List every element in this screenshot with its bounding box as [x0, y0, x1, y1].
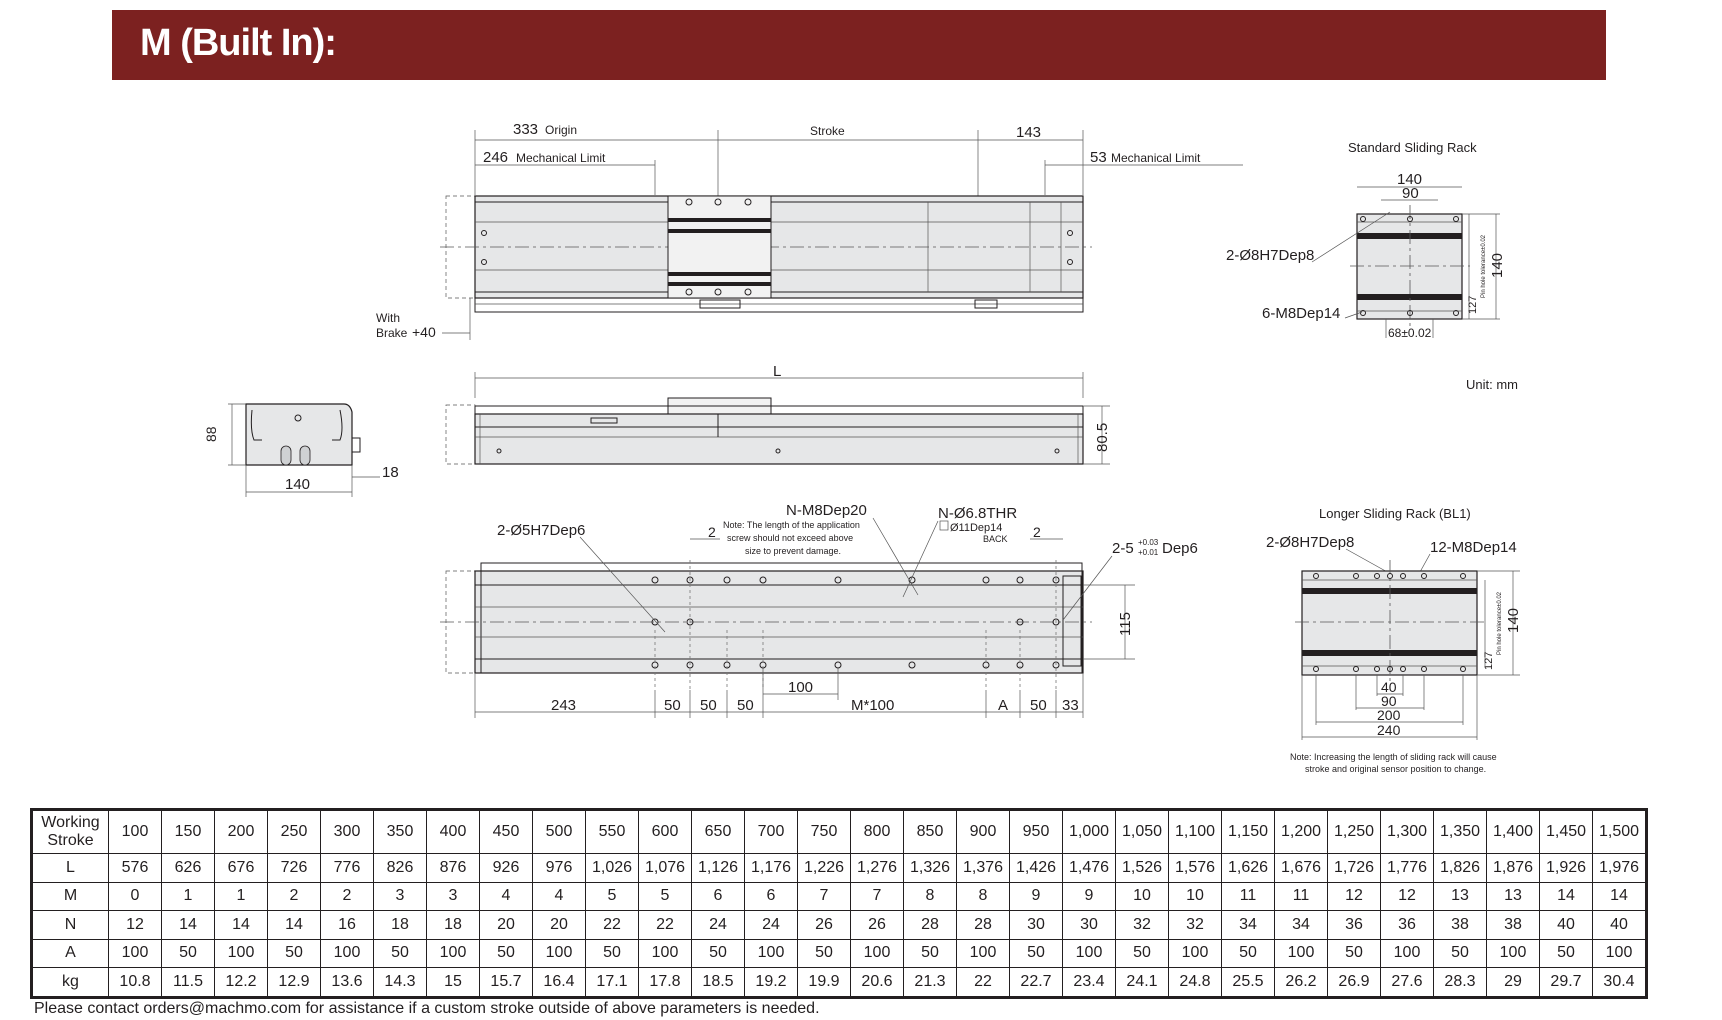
- table-cell: 1,150: [1222, 810, 1275, 854]
- table-cell: 600: [639, 810, 692, 854]
- table-cell: 1,100: [1169, 810, 1222, 854]
- longer-rack-hole-pin: 2-Ø8H7Dep8: [1266, 534, 1355, 551]
- table-cell: 100: [1487, 939, 1540, 968]
- table-cell: 1,576: [1169, 854, 1222, 883]
- brake-value: +40: [412, 324, 436, 340]
- table-cell: 50: [798, 939, 851, 968]
- top-view: [376, 121, 1243, 340]
- table-cell: 1,326: [904, 854, 957, 883]
- table-cell: 26.2: [1275, 968, 1328, 998]
- table-cell: 726: [268, 854, 321, 883]
- rack-hole-screw: 6-M8Dep14: [1262, 305, 1341, 322]
- bottom-hole-thr: N-Ø6.8THR: [938, 505, 1018, 522]
- bottom-hole-screw: N-M8Dep20: [786, 502, 867, 519]
- table-cell: 650: [692, 810, 745, 854]
- table-cell: 17.8: [639, 968, 692, 998]
- rack-dim-127: 127: [1467, 295, 1479, 314]
- table-cell: 50: [162, 939, 215, 968]
- table-cell: 100: [1169, 939, 1222, 968]
- row-header: kg: [32, 968, 109, 998]
- bottom-dim-m100: M*100: [851, 697, 895, 714]
- table-cell: 1,500: [1593, 810, 1647, 854]
- table-cell: 1,826: [1434, 854, 1487, 883]
- table-cell: 50: [1328, 939, 1381, 968]
- table-cell: 926: [480, 854, 533, 883]
- rack-dim-height: 140: [1489, 252, 1506, 278]
- dim-right-143: 143: [1016, 124, 1042, 141]
- bottom-dim-a: A: [998, 697, 1009, 714]
- table-cell: 1,776: [1381, 854, 1434, 883]
- table-cell: 34: [1222, 911, 1275, 940]
- table-cell: 20: [480, 911, 533, 940]
- table-cell: 7: [798, 882, 851, 911]
- bottom-hole-pin: 2-Ø5H7Dep6: [497, 522, 586, 539]
- table-cell: 50: [1116, 939, 1169, 968]
- longer-rack-title: Longer Sliding Rack (BL1): [1319, 506, 1471, 521]
- standard-rack-title: Standard Sliding Rack: [1348, 140, 1477, 155]
- table-cell: 34: [1275, 911, 1328, 940]
- table-cell: 450: [480, 810, 533, 854]
- bottom-slot-tol-bot: +0.01: [1138, 548, 1159, 557]
- longer-rack-pin-tolerance: Pin hole tolerance±0.02: [1497, 591, 1503, 655]
- table-cell: 12: [1381, 882, 1434, 911]
- table-cell: 32: [1169, 911, 1222, 940]
- table-cell: 30: [1063, 911, 1116, 940]
- table-cell: 18: [427, 911, 480, 940]
- table-cell: 25.5: [1222, 968, 1275, 998]
- table-cell: 14: [1540, 882, 1593, 911]
- row-header: M: [32, 882, 109, 911]
- bottom-hole-cbore: Ø11Dep14: [950, 522, 1003, 534]
- table-cell: 15.7: [480, 968, 533, 998]
- table-cell: 850: [904, 810, 957, 854]
- longer-rack-dim-200: 200: [1377, 707, 1401, 723]
- table-cell: 32: [1116, 911, 1169, 940]
- bottom-view: [440, 502, 1198, 718]
- table-cell: 12.2: [215, 968, 268, 998]
- table-cell: 13: [1434, 882, 1487, 911]
- table-cell: 3: [374, 882, 427, 911]
- row-header: A: [32, 939, 109, 968]
- bottom-note-line3: size to prevent damage.: [745, 546, 842, 556]
- table-cell: 50: [1222, 939, 1275, 968]
- table-cell: 500: [533, 810, 586, 854]
- bottom-dim-50a: 50: [664, 697, 681, 714]
- table-cell: 1,926: [1540, 854, 1593, 883]
- table-cell: 10.8: [109, 968, 162, 998]
- table-cell: 1,376: [957, 854, 1010, 883]
- table-cell: 9: [1010, 882, 1063, 911]
- table-cell: 100: [427, 939, 480, 968]
- dim-mech-left-label: Mechanical Limit: [516, 151, 606, 165]
- row-header: N: [32, 911, 109, 940]
- bottom-hole-slot: 2-5: [1112, 540, 1134, 557]
- table-cell: 50: [692, 939, 745, 968]
- table-cell: 1,526: [1116, 854, 1169, 883]
- dim-mech-right-label: Mechanical Limit: [1111, 151, 1201, 165]
- table-cell: 30.4: [1593, 968, 1647, 998]
- table-cell: 22.7: [1010, 968, 1063, 998]
- table-cell: 28: [904, 911, 957, 940]
- footer-note: Please contact orders@machmo.com for assistance if a custom stroke outside of above parameters is needed.: [34, 1000, 820, 1017]
- table-cell: 10: [1169, 882, 1222, 911]
- table-row: [32, 911, 1647, 940]
- table-cell: 1,876: [1487, 854, 1540, 883]
- table-cell: 26: [798, 911, 851, 940]
- table-cell: 22: [957, 968, 1010, 998]
- table-cell: 29: [1487, 968, 1540, 998]
- bottom-dim-115: 115: [1117, 612, 1134, 636]
- table-cell: 21.3: [904, 968, 957, 998]
- table-cell: 100: [851, 939, 904, 968]
- table-cell: 19.2: [745, 968, 798, 998]
- table-cell: 2: [321, 882, 374, 911]
- dim-mech-left: 246: [483, 149, 509, 166]
- table-cell: 11.5: [162, 968, 215, 998]
- table-cell: 26.9: [1328, 968, 1381, 998]
- table-cell: 50: [374, 939, 427, 968]
- table-cell: 12: [109, 911, 162, 940]
- bottom-slot-tol-top: +0.03: [1138, 538, 1159, 547]
- table-cell: 14: [162, 911, 215, 940]
- table-cell: 1,476: [1063, 854, 1116, 883]
- longer-rack-note-line1: Note: Increasing the length of sliding rack will cause: [1290, 752, 1497, 762]
- table-cell: 700: [745, 810, 798, 854]
- table-cell: 6: [745, 882, 798, 911]
- table-cell: 22: [586, 911, 639, 940]
- table-cell: 1,400: [1487, 810, 1540, 854]
- table-cell: 11: [1275, 882, 1328, 911]
- table-cell: 16: [321, 911, 374, 940]
- table-cell: 100: [109, 939, 162, 968]
- table-cell: 1,176: [745, 854, 798, 883]
- table-cell: 1,626: [1222, 854, 1275, 883]
- table-cell: 24.8: [1169, 968, 1222, 998]
- table-cell: 14: [1593, 882, 1647, 911]
- spec-table: [30, 808, 1648, 999]
- table-cell: 3: [427, 882, 480, 911]
- table-cell: 13: [1487, 882, 1540, 911]
- bottom-dim-50d: 50: [1030, 697, 1047, 714]
- table-cell: 38: [1487, 911, 1540, 940]
- table-cell: 50: [480, 939, 533, 968]
- longer-rack-dim-height: 140: [1505, 607, 1522, 633]
- table-cell: 23.4: [1063, 968, 1116, 998]
- table-cell: 100: [109, 810, 162, 854]
- table-row: [32, 810, 1647, 854]
- table-cell: 400: [427, 810, 480, 854]
- table-cell: 50: [268, 939, 321, 968]
- table-cell: 36: [1328, 911, 1381, 940]
- page-title: M (Built In):: [140, 22, 336, 64]
- table-cell: 28: [957, 911, 1010, 940]
- table-cell: 550: [586, 810, 639, 854]
- table-cell: 50: [1434, 939, 1487, 968]
- table-cell: 100: [321, 939, 374, 968]
- table-cell: 1,276: [851, 854, 904, 883]
- rack-dim-68: 68±0.02: [1388, 326, 1432, 340]
- table-cell: 1,076: [639, 854, 692, 883]
- rack-hole-pin: 2-Ø8H7Dep8: [1226, 247, 1315, 264]
- side-view: [446, 363, 1111, 464]
- table-cell: 38: [1434, 911, 1487, 940]
- table-cell: 40: [1540, 911, 1593, 940]
- table-cell: 1,976: [1593, 854, 1647, 883]
- table-cell: 200: [215, 810, 268, 854]
- table-cell: 1,026: [586, 854, 639, 883]
- table-cell: 1,050: [1116, 810, 1169, 854]
- table-cell: 9: [1063, 882, 1116, 911]
- row-header: [32, 810, 109, 854]
- table-cell: 1,450: [1540, 810, 1593, 854]
- longer-rack-dim-240: 240: [1377, 722, 1401, 738]
- table-cell: 16.4: [533, 968, 586, 998]
- bottom-hole-back: BACK: [983, 534, 1008, 544]
- table-cell: 1,200: [1275, 810, 1328, 854]
- table-cell: 50: [904, 939, 957, 968]
- table-cell: 976: [533, 854, 586, 883]
- end-view: [203, 404, 399, 497]
- table-cell: 12.9: [268, 968, 321, 998]
- table-cell: 24: [692, 911, 745, 940]
- table-cell: 100: [533, 939, 586, 968]
- table-cell: 50: [1010, 939, 1063, 968]
- bottom-slot-dep: Dep6: [1162, 540, 1198, 557]
- table-cell: 19.9: [798, 968, 851, 998]
- bottom-dim-100: 100: [788, 679, 814, 696]
- table-cell: 1,350: [1434, 810, 1487, 854]
- table-cell: 1,676: [1275, 854, 1328, 883]
- table-cell: 24: [745, 911, 798, 940]
- table-cell: 4: [533, 882, 586, 911]
- table-cell: 1,000: [1063, 810, 1116, 854]
- table-cell: 100: [639, 939, 692, 968]
- table-cell: 1,226: [798, 854, 851, 883]
- table-cell: 100: [957, 939, 1010, 968]
- table-cell: 13.6: [321, 968, 374, 998]
- table-cell: 350: [374, 810, 427, 854]
- table-cell: 876: [427, 854, 480, 883]
- row-header-line1: Working: [41, 814, 100, 831]
- table-cell: 1,426: [1010, 854, 1063, 883]
- table-cell: 11: [1222, 882, 1275, 911]
- table-cell: 10: [1116, 882, 1169, 911]
- table-cell: 100: [1063, 939, 1116, 968]
- end-dim-height: 88: [203, 426, 219, 442]
- longer-rack-dim-127: 127: [1483, 651, 1495, 670]
- bottom-note-line2: screw should not exceed above: [727, 533, 854, 543]
- bottom-dim-243: 243: [551, 697, 577, 714]
- table-cell: 576: [109, 854, 162, 883]
- table-cell: 18.5: [692, 968, 745, 998]
- table-cell: 8: [957, 882, 1010, 911]
- table-cell: 50: [586, 939, 639, 968]
- unit-label: Unit: mm: [1466, 377, 1518, 392]
- table-cell: 5: [639, 882, 692, 911]
- standard-sliding-rack: [1226, 140, 1506, 340]
- longer-rack-note-line2: stroke and original sensor position to change.: [1305, 764, 1487, 774]
- table-cell: 1: [215, 882, 268, 911]
- spec-table-body: [32, 810, 1647, 998]
- table-cell: 8: [904, 882, 957, 911]
- table-cell: 40: [1593, 911, 1647, 940]
- brake-label-with: With: [376, 311, 400, 325]
- table-cell: 5: [586, 882, 639, 911]
- bottom-dim-50c: 50: [737, 697, 754, 714]
- side-dim-length: L: [773, 363, 782, 380]
- table-cell: 7: [851, 882, 904, 911]
- brake-label-brake: Brake: [376, 326, 408, 340]
- table-cell: 100: [215, 939, 268, 968]
- table-cell: 15: [427, 968, 480, 998]
- end-dim-side: 18: [382, 464, 399, 481]
- row-header: L: [32, 854, 109, 883]
- dim-stroke-label: Stroke: [810, 124, 845, 138]
- table-row: [32, 968, 1647, 998]
- table-cell: 950: [1010, 810, 1063, 854]
- table-cell: 30: [1010, 911, 1063, 940]
- bottom-dim-2a: 2: [708, 524, 716, 540]
- bottom-note-line1: Note: The length of the application: [723, 520, 860, 530]
- table-cell: 4: [480, 882, 533, 911]
- table-cell: 250: [268, 810, 321, 854]
- table-cell: 1,126: [692, 854, 745, 883]
- table-cell: 18: [374, 911, 427, 940]
- side-dim-height: 80.5: [1094, 422, 1111, 452]
- longer-rack-dim-90: 90: [1381, 693, 1397, 709]
- table-cell: 1,250: [1328, 810, 1381, 854]
- table-cell: 100: [1381, 939, 1434, 968]
- table-cell: 776: [321, 854, 374, 883]
- table-cell: 36: [1381, 911, 1434, 940]
- table-cell: 20: [533, 911, 586, 940]
- rack-dim-140: 140: [1397, 171, 1423, 188]
- table-cell: 750: [798, 810, 851, 854]
- dim-origin-label: Origin: [545, 123, 578, 137]
- table-cell: 14: [268, 911, 321, 940]
- bottom-dim-50b: 50: [700, 697, 717, 714]
- table-cell: 14: [215, 911, 268, 940]
- end-dim-width: 140: [285, 476, 311, 493]
- table-cell: 17.1: [586, 968, 639, 998]
- longer-rack-dim-40: 40: [1381, 679, 1397, 695]
- table-cell: 20.6: [851, 968, 904, 998]
- dim-origin: 333: [513, 121, 539, 138]
- table-cell: 676: [215, 854, 268, 883]
- table-cell: 24.1: [1116, 968, 1169, 998]
- dim-mech-right: 53: [1090, 149, 1107, 166]
- longer-sliding-rack: [1266, 506, 1522, 774]
- table-cell: 6: [692, 882, 745, 911]
- table-cell: 800: [851, 810, 904, 854]
- table-cell: 900: [957, 810, 1010, 854]
- table-cell: 300: [321, 810, 374, 854]
- table-cell: 26: [851, 911, 904, 940]
- table-cell: 22: [639, 911, 692, 940]
- table-cell: 29.7: [1540, 968, 1593, 998]
- row-header-line2: Stroke: [47, 832, 94, 849]
- table-cell: 100: [745, 939, 798, 968]
- table-cell: 0: [109, 882, 162, 911]
- table-cell: 28.3: [1434, 968, 1487, 998]
- table-cell: 826: [374, 854, 427, 883]
- table-cell: 100: [1593, 939, 1647, 968]
- rack-pin-tolerance: Pin hole tolerance±0.02: [1481, 234, 1487, 298]
- table-cell: 2: [268, 882, 321, 911]
- table-row: [32, 882, 1647, 911]
- table-cell: 14.3: [374, 968, 427, 998]
- table-cell: 626: [162, 854, 215, 883]
- table-cell: 1,726: [1328, 854, 1381, 883]
- table-cell: 150: [162, 810, 215, 854]
- table-cell: 12: [1328, 882, 1381, 911]
- table-row: [32, 854, 1647, 883]
- rack-dim-90: 90: [1402, 185, 1419, 202]
- table-cell: 50: [1540, 939, 1593, 968]
- table-cell: 1: [162, 882, 215, 911]
- table-row: [32, 939, 1647, 968]
- bottom-dim-2b: 2: [1033, 524, 1041, 540]
- table-cell: 100: [1275, 939, 1328, 968]
- table-cell: 1,300: [1381, 810, 1434, 854]
- table-cell: 27.6: [1381, 968, 1434, 998]
- longer-rack-hole-screw: 12-M8Dep14: [1430, 539, 1517, 556]
- bottom-dim-33: 33: [1062, 697, 1079, 714]
